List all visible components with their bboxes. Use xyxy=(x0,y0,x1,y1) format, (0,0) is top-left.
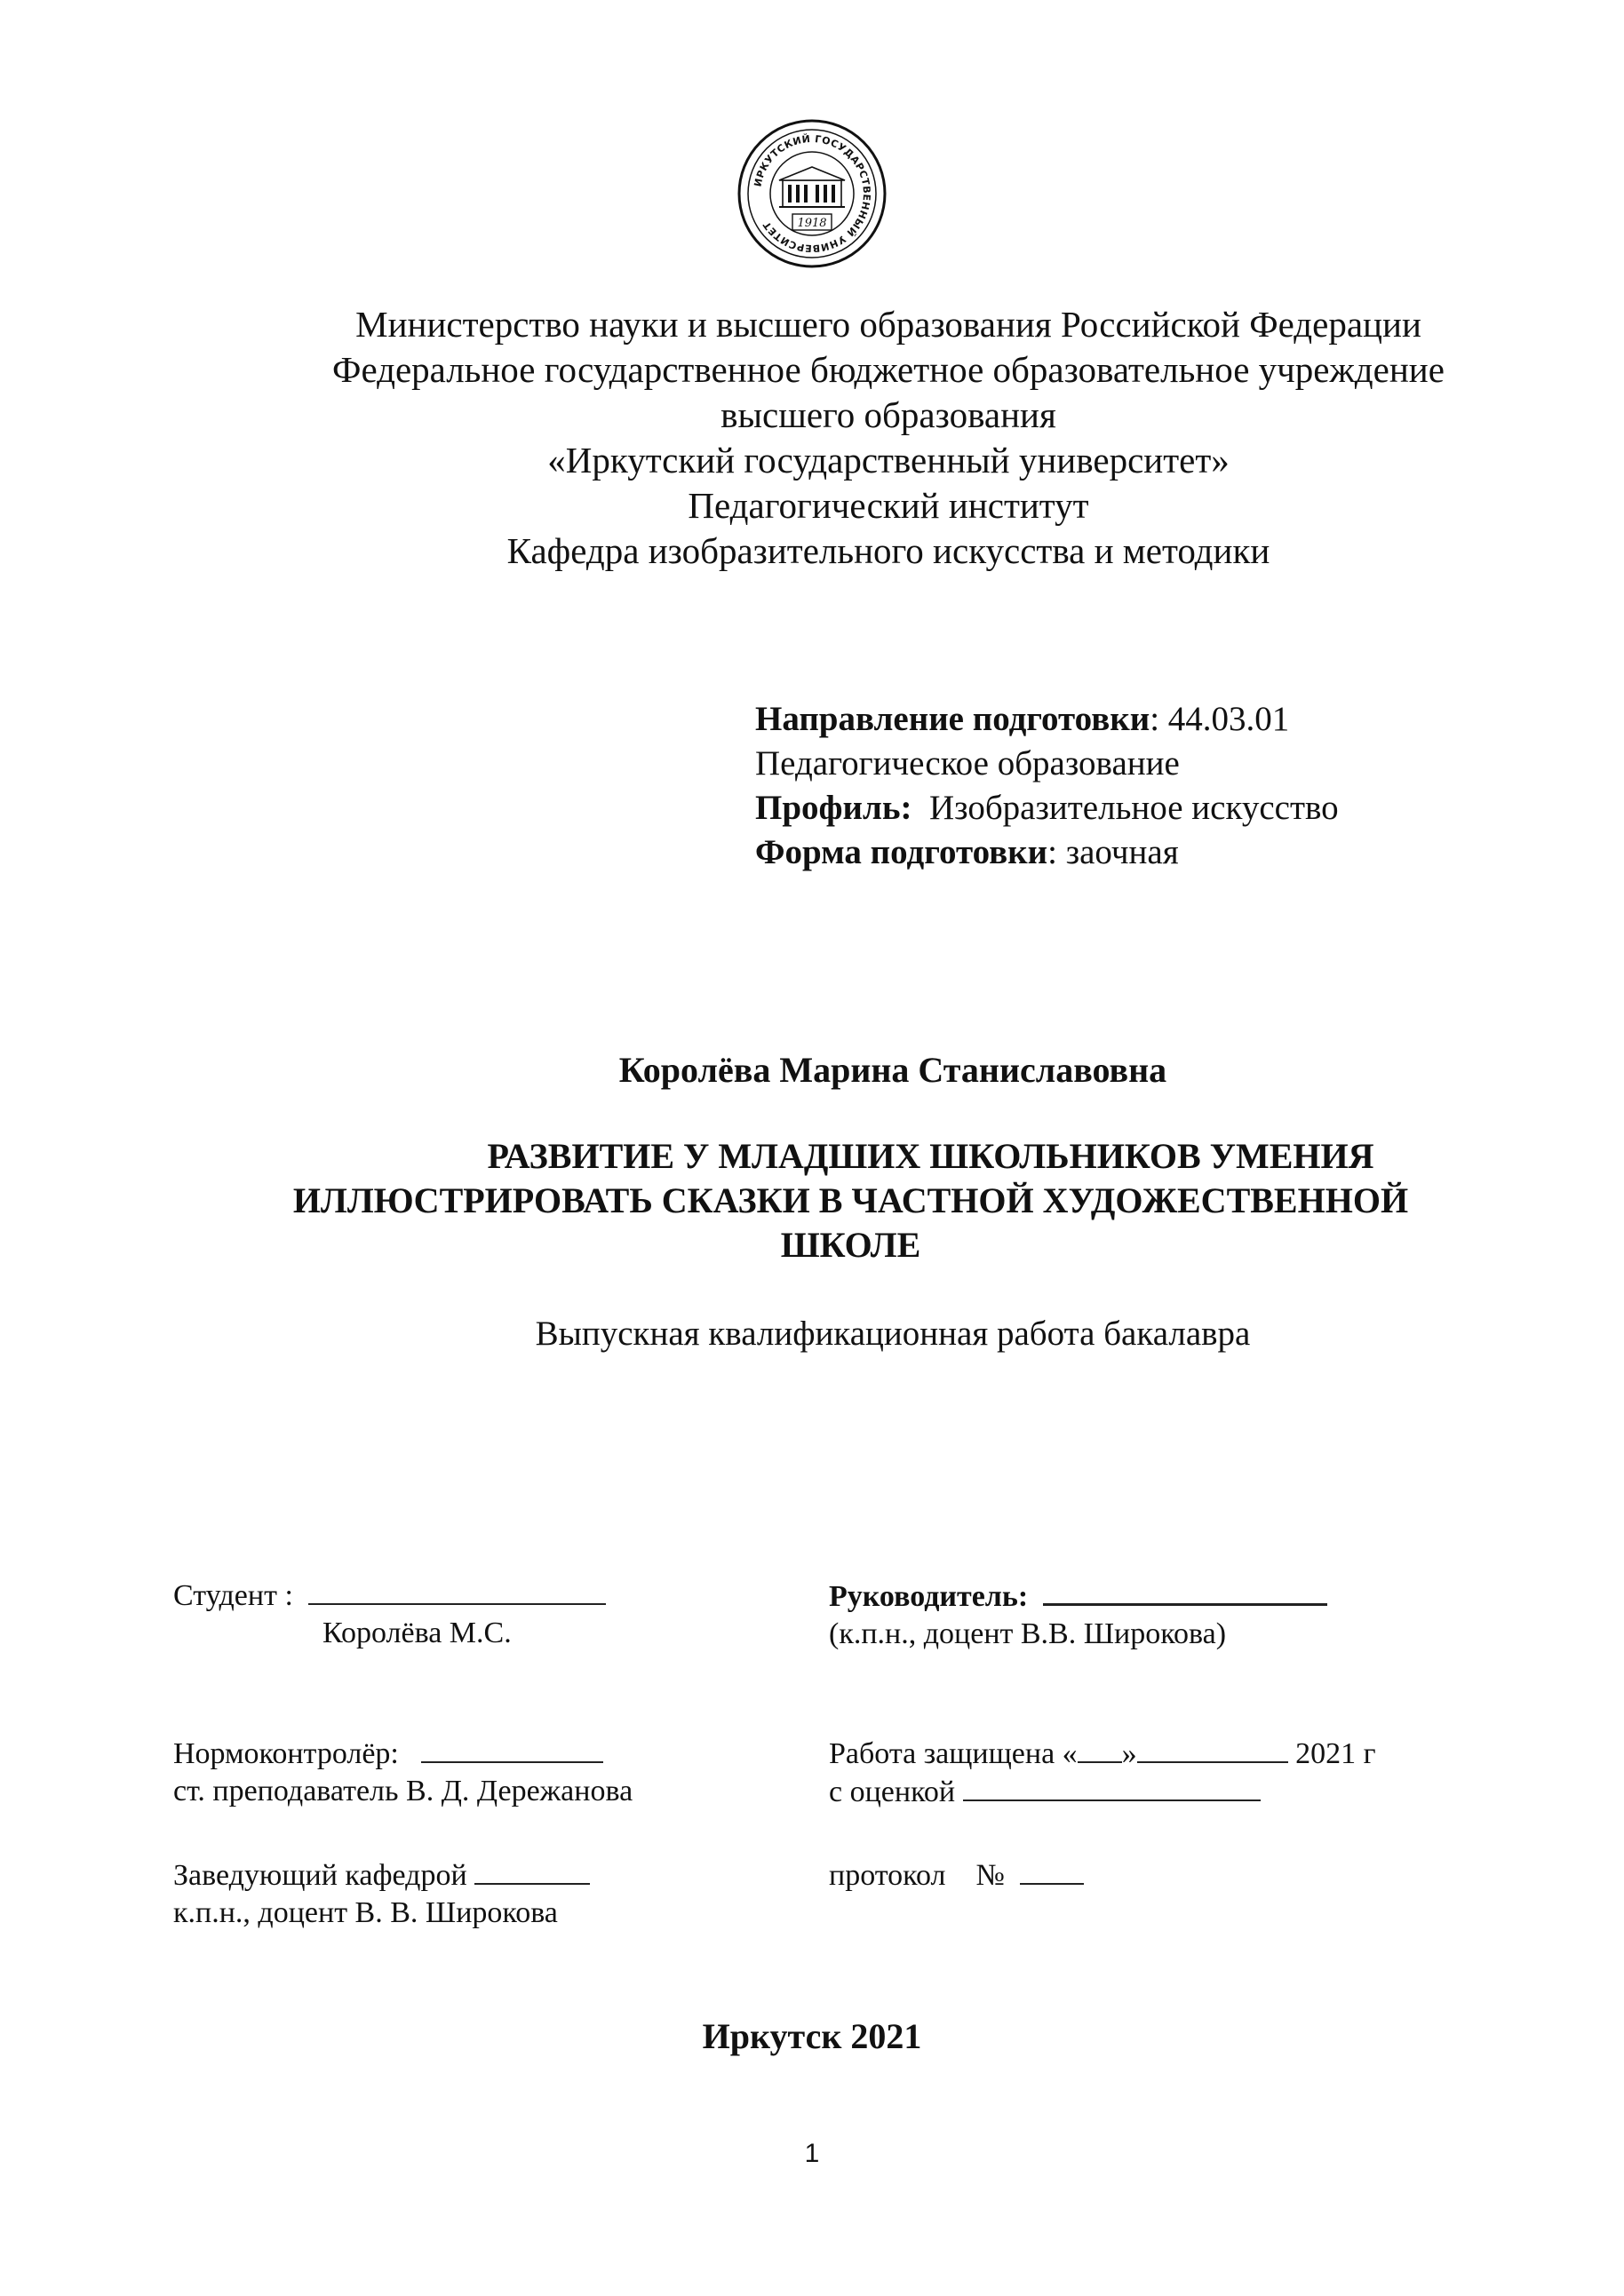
page-number: 1 xyxy=(804,2139,820,2168)
protocol-number-sign: № xyxy=(975,1859,1005,1892)
defense-day-blank xyxy=(1078,1735,1122,1763)
normocontrol-label: Нормоконтролёр: xyxy=(173,1737,399,1770)
student-signature-line xyxy=(308,1577,606,1605)
header-line-department: Кафедра изобразительного искусства и методики xyxy=(506,530,1270,571)
protocol-number-blank xyxy=(1020,1856,1084,1885)
direction-code: : 44.03.01 xyxy=(1150,700,1290,738)
title-line-3: ШКОЛЕ xyxy=(780,1225,921,1265)
defense-month-blank xyxy=(1137,1735,1288,1763)
university-seal-logo xyxy=(736,118,888,269)
header-line-institute: Педагогический институт xyxy=(688,485,1089,526)
institution-header xyxy=(284,302,1493,574)
form-label: Форма подготовки xyxy=(755,833,1048,871)
defended-prefix: Работа защищена « xyxy=(829,1737,1078,1770)
profile-label: Профиль: xyxy=(755,789,912,827)
normocontrol-signature-line xyxy=(421,1735,603,1763)
profile-line xyxy=(755,786,1339,830)
city-year: Иркутск 2021 xyxy=(702,2016,922,2056)
author-name: Королёва Марина Станиславовна xyxy=(618,1050,1167,1090)
head-block xyxy=(173,1856,590,1932)
normocontrol-block xyxy=(173,1735,633,1810)
defended-mid: » xyxy=(1121,1737,1137,1770)
supervisor-name: (к.п.н., доцент В.В. Широкова) xyxy=(829,1617,1227,1650)
supervisor-block xyxy=(829,1577,1327,1653)
thesis-title xyxy=(222,1134,1479,1267)
head-name: к.п.н., доцент В. В. Широкова xyxy=(173,1896,558,1929)
direction-name: Педагогическое образование xyxy=(755,744,1180,783)
form-line xyxy=(755,830,1339,875)
direction-line xyxy=(755,697,1339,742)
seal-ring-text: ИРКУТСКИЙ ГОСУДАРСТВЕННЫЙ УНИВЕРСИТЕТ xyxy=(752,132,873,255)
header-line-ministry: Министерство науки и высшего образования Российской Федерации xyxy=(355,304,1421,345)
student-name: Королёва М.С. xyxy=(322,1617,512,1649)
header-line-higher-education: высшего образования xyxy=(720,394,1056,435)
form-value: : заочная xyxy=(1047,833,1179,871)
defended-year: 2021 г xyxy=(1295,1737,1376,1770)
protocol-block xyxy=(829,1856,1084,1895)
title-line-2: ИЛЛЮСТРИРОВАТЬ СКАЗКИ В ЧАСТНОЙ ХУДОЖЕСТВЕННОЙ xyxy=(292,1180,1409,1220)
supervisor-label: Руководитель: xyxy=(829,1580,1029,1613)
defense-block xyxy=(829,1735,1376,1811)
grade-label: с оценкой xyxy=(829,1776,956,1808)
profile-value: Изобразительное искусство xyxy=(928,789,1339,827)
head-label: Заведующий кафедрой xyxy=(173,1859,467,1892)
seal-year: 1918 xyxy=(797,217,827,230)
work-type: Выпускная квалификационная работа бакалавра xyxy=(535,1315,1251,1353)
student-block xyxy=(173,1577,606,1652)
normocontrol-name: ст. преподаватель В. Д. Дережанова xyxy=(173,1775,633,1807)
title-line-1: РАЗВИТИЕ У МЛАДШИХ ШКОЛЬНИКОВ УМЕНИЯ xyxy=(487,1136,1374,1176)
direction-label: Направление подготовки xyxy=(755,700,1150,738)
head-signature-line xyxy=(474,1856,590,1885)
student-label: Студент : xyxy=(173,1579,293,1612)
supervisor-signature-line xyxy=(1043,1577,1327,1606)
header-line-university: «Иркутский государственный университет» xyxy=(547,440,1230,481)
program-info xyxy=(755,697,1339,875)
grade-blank xyxy=(963,1773,1261,1801)
header-line-fgbou: Федеральное государственное бюджетное образовательное учреждение xyxy=(332,349,1445,390)
protocol-label: протокол xyxy=(829,1859,946,1892)
